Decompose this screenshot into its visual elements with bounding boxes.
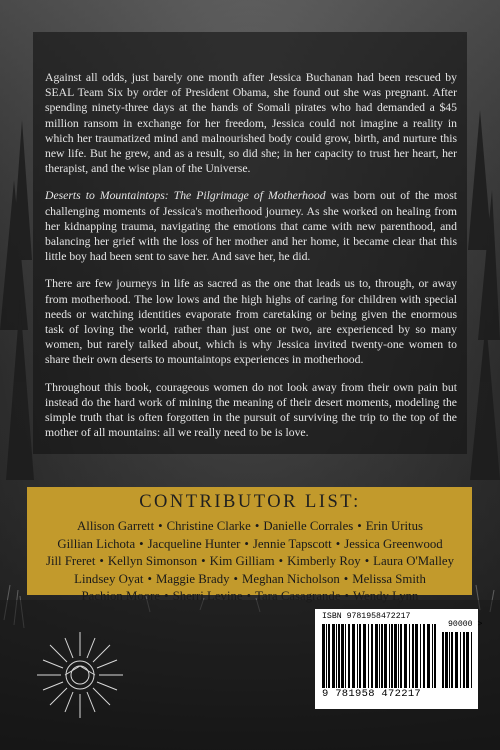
barcode-bar	[471, 632, 472, 688]
contributor-name: Wendy Lynn	[353, 589, 419, 603]
contributor-names	[28, 518, 472, 606]
name-separator: •	[99, 554, 104, 568]
barcode-bar	[445, 632, 448, 688]
contributor-name: Tara Casagrande	[255, 589, 341, 603]
contributor-name: Sherri Levine	[172, 589, 243, 603]
contributor-name: Pachion Moore	[81, 589, 161, 603]
name-separator: •	[233, 571, 239, 586]
barcode-bar	[363, 624, 366, 688]
barcode-bar	[345, 624, 346, 688]
contributor-name: Allison Garrett	[77, 519, 155, 533]
contributor-name: Jennie Tapscott	[252, 536, 332, 551]
name-separator: •	[254, 519, 260, 533]
contributor-name: Kellyn Simonson	[107, 554, 198, 568]
barcode-bar	[394, 624, 397, 688]
blurb-paragraph-1: Against all odds, just barely one month after Jessica Buchanan had been rescued by SEAL Team Six by order of President Obama, she found out she was pregnant. After spending ninety-three days at the hands of Somali pirates who had demanded a $45 million ransom in exchange for her freedom, Jessica could not imagine a reality in which her traumatized mind and malnourished body could grow, birth, and nurture this new life. But he grew, and as a result, so did she; in her capacity to trust her heart, her therapist, and the wise plan of the Universe.	[45, 71, 457, 176]
blurb-paragraph-2-text: was born out of the most challenging moments of Jessica's motherhood journey. As she worked on healing from her kidnapping trauma, navigating the emotions that came with new parenthood, and balancing her grief with the loss of her mother and her home, it became clear that this little boy had been sent to save her. And save her, he did.	[45, 189, 457, 264]
price-code: 90000 >	[448, 620, 483, 629]
contributor-name: Meghan Nicholson	[242, 571, 340, 586]
name-separator: •	[158, 519, 163, 533]
blurb-paragraph-4: Throughout this book, courageous women do not look away from their own pain but instead do the hard work of mining the meaning of their desert moments, modeling the simple truth that is often forgotten in the pursuit of surviving the trip to the top of the mother of all mountains: all we really need to be is love.	[45, 380, 457, 440]
contributor-name: Lindsey Oyat	[74, 571, 144, 586]
contributor-name: Melissa Smith	[352, 571, 426, 586]
barcode-bar	[398, 624, 399, 688]
contributor-name: Jacqueline Hunter	[147, 536, 241, 551]
barcode-bar	[338, 624, 340, 688]
barcode-bar	[420, 624, 421, 688]
contributor-name: Kim Gilliam	[209, 554, 275, 568]
name-separator: •	[364, 554, 370, 568]
barcode-bar	[381, 624, 383, 688]
barcode-bar	[332, 624, 335, 688]
barcode-bar	[379, 624, 380, 688]
barcode-bar	[326, 624, 327, 688]
contributor-name: Laura O'Malley	[373, 554, 455, 568]
barcode-bar	[463, 632, 465, 688]
book-title-italic: Deserts to Mountaintops: The Pilgrimage of Motherhood	[45, 189, 326, 203]
barcode-bar	[434, 624, 436, 688]
barcode-bar	[359, 624, 361, 688]
contributor-name: Erin Uritus	[365, 519, 423, 533]
barcode-bar	[466, 632, 469, 688]
barcode-bar	[375, 624, 378, 688]
sunburst-logo-icon	[35, 630, 125, 720]
barcode-bar	[455, 632, 458, 688]
isbn-barcode	[322, 624, 438, 688]
barcode-bar	[442, 632, 444, 688]
contributor-name: Christine Clarke	[166, 519, 251, 533]
barcode-bar	[432, 624, 433, 688]
barcode-bar	[368, 624, 369, 688]
name-separator: •	[344, 589, 349, 603]
barcode-bar	[352, 624, 355, 688]
barcode-bar	[389, 624, 390, 688]
barcode-bar	[328, 624, 330, 688]
barcode-bar	[451, 632, 453, 688]
barcode-bar	[412, 624, 414, 688]
barcode-bar	[423, 624, 425, 688]
contributor-list-title: CONTRIBUTOR LIST:	[139, 492, 361, 512]
barcode-bar	[371, 624, 373, 688]
book-description	[45, 70, 457, 452]
barcode-bar	[409, 624, 410, 688]
barcode-bar	[400, 624, 402, 688]
barcode-bar	[460, 632, 461, 688]
name-separator: •	[147, 571, 152, 586]
isbn-label: ISBN 9781958472217	[322, 612, 411, 621]
contributor-name: Kimberly Roy	[287, 554, 361, 568]
blurb-paragraph-2	[45, 188, 457, 264]
contributor-name: Danielle Corrales	[263, 519, 354, 533]
contributor-name: Jill Freret	[45, 554, 96, 568]
name-separator: •	[164, 589, 169, 603]
contributor-name: Gillian Lichota	[57, 536, 136, 551]
name-separator: •	[201, 554, 206, 568]
barcode-bar	[341, 624, 344, 688]
barcode-bar	[415, 624, 418, 688]
name-separator: •	[244, 536, 249, 551]
addon-barcode	[442, 632, 474, 688]
barcode-bar	[404, 624, 407, 688]
barcode-bar	[336, 624, 337, 688]
blurb-paragraph-3: There are few journeys in life as sacred as the one that leads us to, through, or away from motherhood. The low lows and the high highs of caring for children with special needs or watching identities evaporate from caretaking or being given the enormous task of loving the world, rather than just one or two, are experienced by so many women, but rarely talked about, which is why Jessica invited twenty-one women to share their own deserts to mountaintops experiences in motherhood.	[45, 277, 457, 367]
contributor-name: Maggie Brady	[155, 571, 230, 586]
barcode-bar	[322, 624, 325, 688]
barcode-bar	[348, 624, 350, 688]
name-separator: •	[246, 589, 252, 603]
barcode-bar	[391, 624, 393, 688]
barcode-bar	[449, 632, 450, 688]
name-separator: •	[357, 519, 362, 533]
name-separator: •	[343, 571, 349, 586]
barcode-bar	[384, 624, 387, 688]
name-separator: •	[139, 536, 144, 551]
name-separator: •	[278, 554, 284, 568]
contributor-name: Jessica Greenwood	[344, 536, 443, 551]
barcode-bar	[427, 624, 430, 688]
name-separator: •	[335, 536, 341, 551]
isbn-digits: 9 781958 472217	[322, 688, 422, 700]
barcode-bar	[357, 624, 358, 688]
